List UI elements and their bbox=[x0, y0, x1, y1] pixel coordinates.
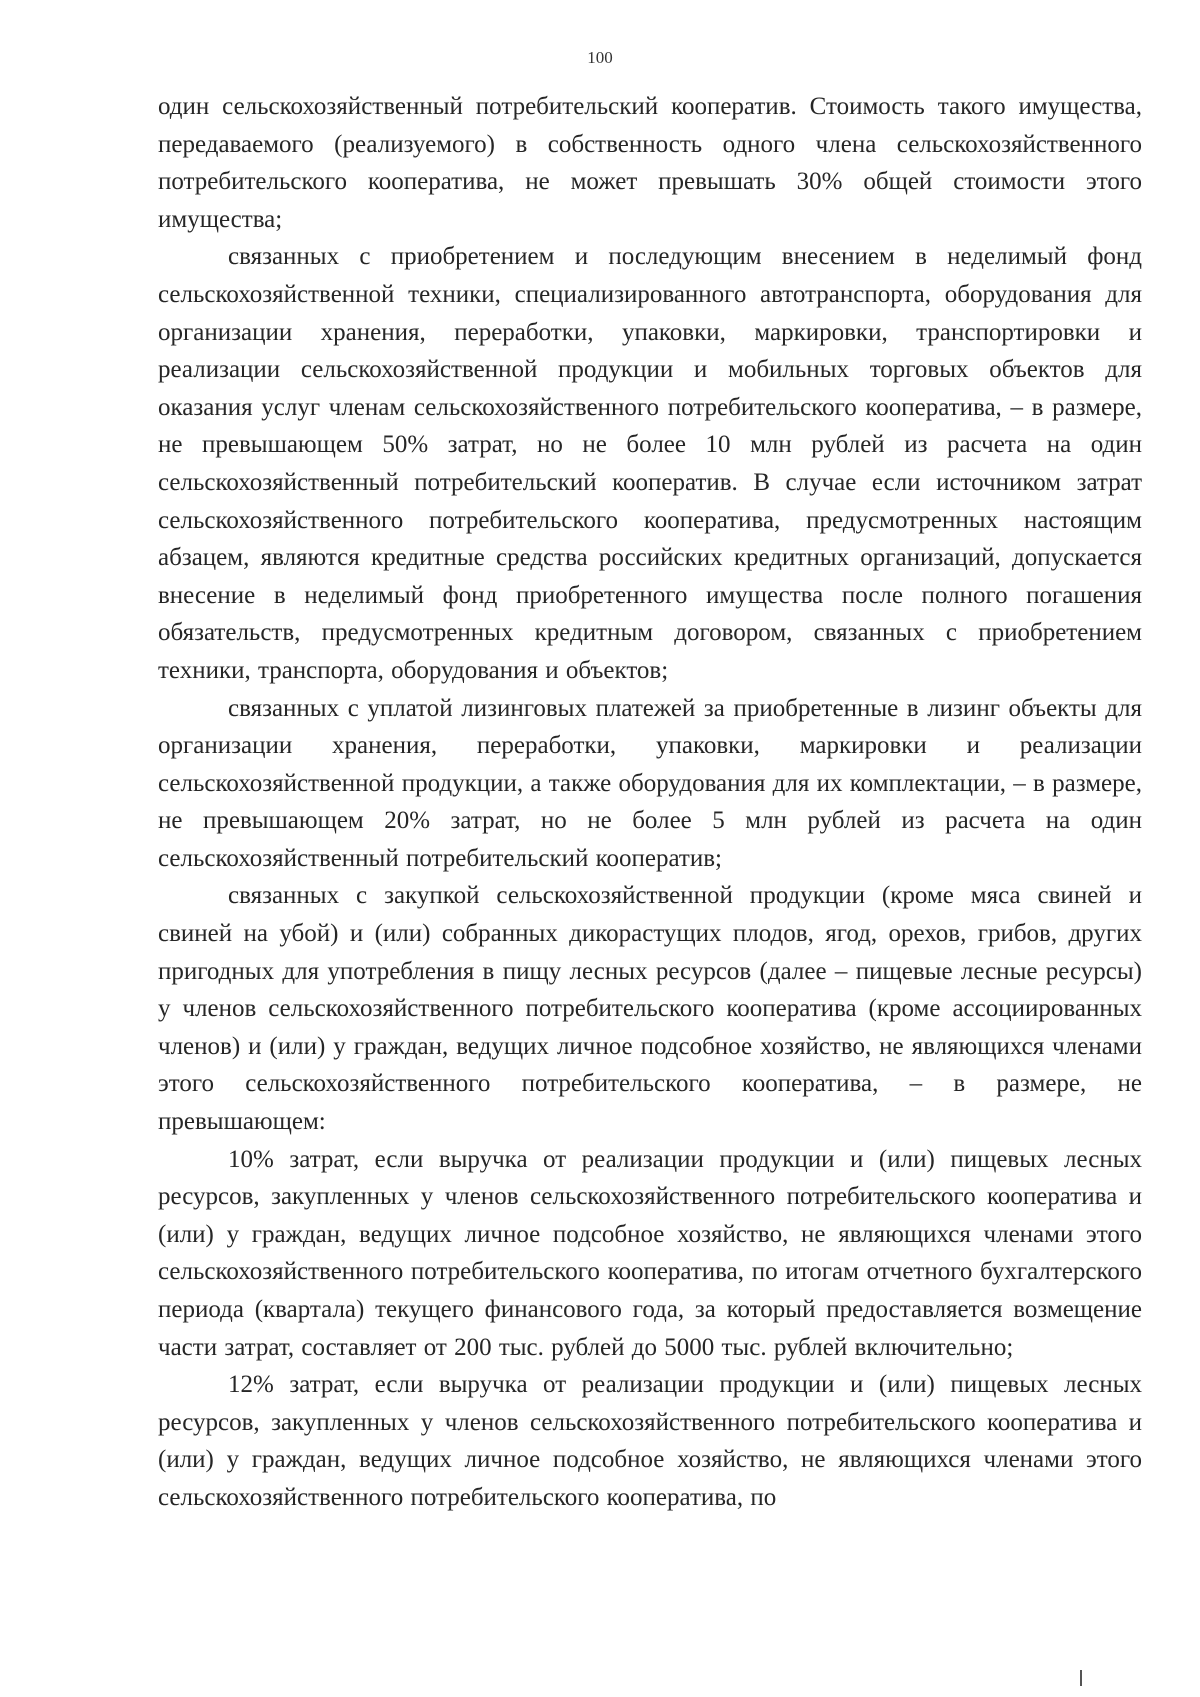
paragraph-continuation: один сельскохозяйственный потребительский кооператив. Стоимость такого имущества, передаваемого (реализуемого) в собственность одного члена сельскохозяйственного потребительского кооператива, не может превышать 30% общей стоимости этого имущества; bbox=[158, 93, 1142, 233]
paragraph-leasing-costs: связанных с уплатой лизинговых платежей за приобретенные в лизинг объекты для организации хранения, переработки, упаковки, маркировки и реализации сельскохозяйственной продукции, а также оборудования для их комплектации, – в размере, не превышающем 20% затрат, но не более 5 млн рублей из расчета на один сельскохозяйственный потребительский кооператив; bbox=[158, 694, 1142, 872]
paragraph-ten-percent: 10% затрат, если выручка от реализации продукции и (или) пищевых лесных ресурсов, закупленных у членов сельскохозяйственного потребительского кооператива и (или) у граждан, ведущих личное подсобное хозяйство, не являющихся членами этого сельскохозяйственного потребительского кооператива, по итогам отчетного бухгалтерского периода (квартала) текущего финансового года, за который предоставляется возмещение части затрат, составляет от 200 тыс. рублей до 5000 тыс. рублей включительно; bbox=[158, 1145, 1142, 1361]
scan-artifact-mark bbox=[1080, 1670, 1082, 1686]
paragraph-equipment-costs: связанных с приобретением и последующим внесением в неделимый фонд сельскохозяйственной техники, специализированного автотранспорта, оборудования для организации хранения, переработки, упаковки, маркировки, транспортировки и реализации сельскохозяйственной продукции и мобильных торговых объектов для оказания услуг членам сельскохозяйственного потребительского кооператива, – в размере, не превышающем 50% затрат, но не более 10 млн рублей из расчета на один сельскохозяйственный потребительский кооператив. В случае если источником затрат сельскохозяйственного потребительского кооператива, предусмотренных настоящим абзацем, являются кредитные средства российских кредитных организаций, допускается внесение в неделимый фонд приобретенного имущества после полного погашения обязательств, предусмотренных кредитным договором, связанных с приобретением техники, транспорта, оборудования и объектов; bbox=[158, 243, 1142, 684]
paragraph-purchase-costs: связанных с закупкой сельскохозяйственной продукции (кроме мяса свиней и свиней на убой) и (или) собранных дикорастущих плодов, ягод, орехов, грибов, других пригодных для употребления в пищу лесных ресурсов (далее – пищевые лесные ресурсы) у членов сельскохозяйственного потребительского кооператива (кроме ассоциированных членов) и (или) у граждан, ведущих личное подсобное хозяйство, не являющихся членами этого сельскохозяйственного потребительского кооператива, – в размере, не превышающем: bbox=[158, 882, 1142, 1136]
paragraph-twelve-percent: 12% затрат, если выручка от реализации продукции и (или) пищевых лесных ресурсов, закупленных у членов сельскохозяйственного потребительского кооператива и (или) у граждан, ведущих личное подсобное хозяйство, не являющихся членами этого сельскохозяйственного потребительского кооператива, по bbox=[158, 1371, 1142, 1511]
page-number: 100 bbox=[587, 48, 613, 67]
document-body bbox=[158, 88, 1142, 1517]
